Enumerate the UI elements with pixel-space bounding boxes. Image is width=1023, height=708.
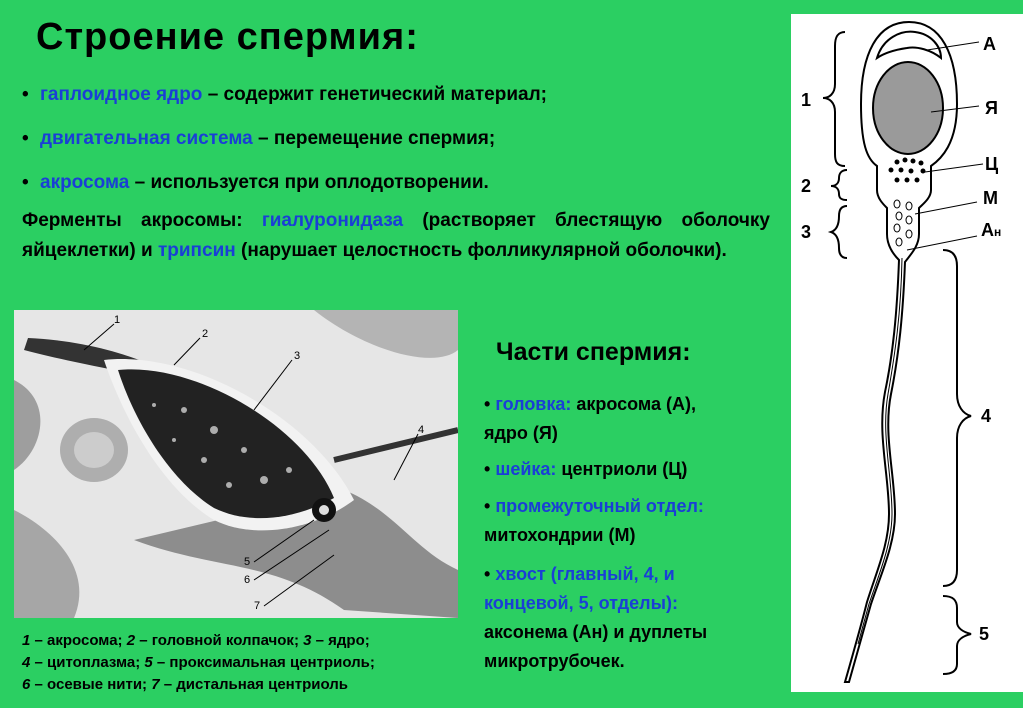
part-text: акросома (А), xyxy=(571,394,697,414)
enzyme-trypsin: трипсин xyxy=(157,240,236,261)
part-term: шейка: xyxy=(495,459,557,479)
page-title: Строение спермия: xyxy=(36,16,419,58)
caption-number: 5 xyxy=(144,654,153,671)
electron-micrograph xyxy=(14,310,458,618)
caption-line xyxy=(22,630,375,652)
part-midpiece xyxy=(484,492,704,550)
region-number-2: 2 xyxy=(801,176,812,196)
label-acrosome: А xyxy=(983,34,996,54)
bullet-term: акросома xyxy=(40,172,130,193)
enzymes-text: (растворяет блестящую оболочку яйцеклетки) и xyxy=(22,210,770,261)
parts-title: Части спермия: xyxy=(496,338,691,366)
region-number-1: 1 xyxy=(801,90,812,110)
sperm-diagram xyxy=(791,14,1023,692)
part-term: хвост xyxy=(495,564,546,584)
part-neck xyxy=(484,455,687,484)
caption-number: 2 xyxy=(126,632,136,649)
micrograph-label-5: 5 xyxy=(244,556,251,568)
region-number-4: 4 xyxy=(981,406,992,426)
region-number-3: 3 xyxy=(801,222,812,242)
label-axoneme xyxy=(981,220,1001,241)
micrograph-caption xyxy=(22,630,375,696)
bullet-dot: • xyxy=(22,172,29,193)
enzymes-text: (нарушает целостность фолликулярной оболочки). xyxy=(235,240,727,261)
enzymes-paragraph xyxy=(22,206,770,266)
part-text: ядро (Я) xyxy=(484,423,558,443)
part-text: аксонема (Ан) и дуплеты xyxy=(484,622,708,642)
caption-text: – головной колпачок; xyxy=(135,632,304,649)
bullet-dot: • xyxy=(22,128,29,149)
enzymes-text: Ферменты акросомы: xyxy=(22,210,262,231)
part-term: концевой, 5, отделы): xyxy=(484,593,678,613)
bullet-dot: • xyxy=(22,84,29,105)
caption-text: – осевые нити; xyxy=(30,676,152,693)
micrograph-image xyxy=(14,310,458,618)
bullet-text: – перемещение спермия; xyxy=(252,128,496,149)
bullet-acrosome xyxy=(22,172,489,194)
label-nucleus: Я xyxy=(985,98,998,118)
bullet-text: – содержит генетический материал; xyxy=(202,84,548,105)
bullet-term: гаплоидное ядро xyxy=(40,84,203,105)
micrograph-label-3: 3 xyxy=(294,350,301,362)
bullet-nucleus xyxy=(22,84,547,106)
micrograph-label-7: 7 xyxy=(254,600,261,612)
caption-number: 1 xyxy=(22,632,31,649)
micrograph-label-2: 2 xyxy=(202,328,209,340)
enzyme-hyaluronidase: гиалуронидаза xyxy=(261,210,404,231)
region-number-5: 5 xyxy=(979,624,990,644)
bullet-text: – используется при оплодотворении. xyxy=(129,172,489,193)
caption-text: – цитоплазма; xyxy=(30,654,145,671)
caption-text: – проксимальная центриоль; xyxy=(152,654,375,671)
caption-number: 6 xyxy=(22,676,31,693)
part-term: (главный, 4, и xyxy=(545,564,675,584)
part-text: центриоли (Ц) xyxy=(556,459,688,479)
caption-number: 4 xyxy=(22,654,31,671)
label-mitochondria: М xyxy=(983,188,998,208)
bullet-dot: • xyxy=(484,496,496,516)
part-term: головка: xyxy=(495,394,572,414)
micrograph-label-6: 6 xyxy=(244,574,251,586)
caption-text: – акросома; xyxy=(30,632,127,649)
caption-number: 7 xyxy=(151,676,160,693)
micrograph-label-1: 1 xyxy=(114,314,121,326)
part-tail xyxy=(484,560,707,676)
caption-number: 3 xyxy=(303,632,312,649)
micrograph-label-4: 4 xyxy=(418,424,425,436)
caption-line xyxy=(22,674,375,696)
caption-text: – дистальная центриоль xyxy=(159,676,348,693)
bullet-term: двигательная система xyxy=(40,128,253,149)
bullet-dot: • xyxy=(484,459,496,479)
label-axoneme-letter: А xyxy=(981,220,994,240)
label-centrioles: Ц xyxy=(985,154,999,174)
caption-line xyxy=(22,652,375,674)
bullet-dot: • xyxy=(484,564,496,584)
bullet-dot: • xyxy=(484,394,496,414)
part-term: промежуточный отдел: xyxy=(495,496,704,516)
caption-text: – ядро; xyxy=(311,632,370,649)
part-text: митохондрии (М) xyxy=(484,525,636,545)
label-axoneme-subscript: н xyxy=(994,225,1002,239)
bullet-motor-system xyxy=(22,128,495,150)
part-head xyxy=(484,390,696,448)
part-text: микротрубочек. xyxy=(484,651,625,671)
